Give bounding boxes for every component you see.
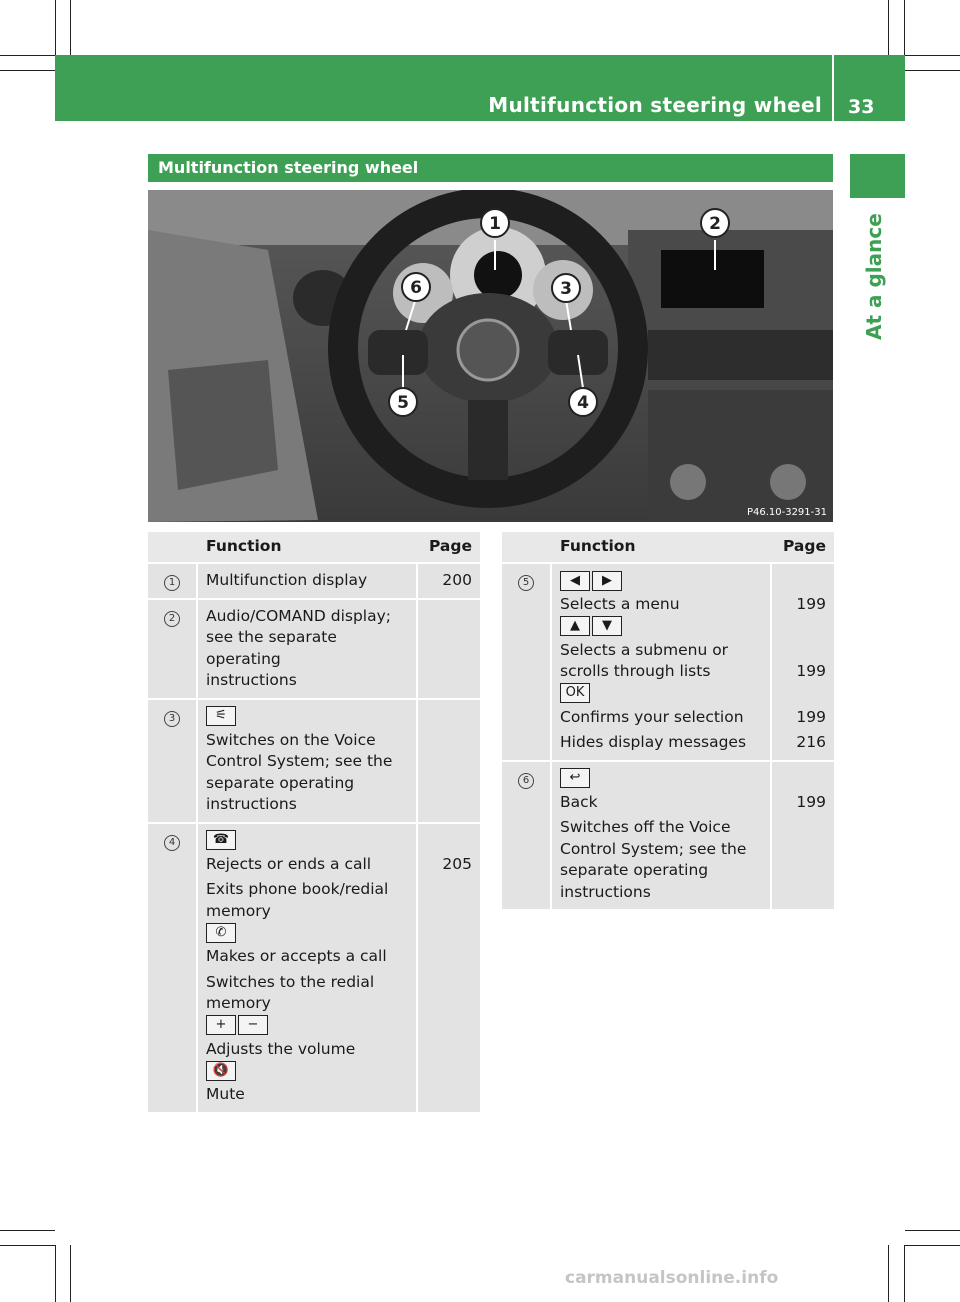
table-row xyxy=(502,760,834,910)
header-divider xyxy=(832,55,834,121)
left-arrow-icon: ◀ xyxy=(560,571,590,591)
function-text: separate operating xyxy=(560,861,709,879)
crop-mark xyxy=(55,1245,56,1302)
table-header-page: Page xyxy=(418,532,480,562)
mute-icon: 🔇 xyxy=(206,1061,236,1081)
table-row xyxy=(148,822,480,1112)
function-text: Adjusts the volume xyxy=(206,1039,356,1058)
callout-1 xyxy=(481,209,509,237)
function-text: Switches to the redial xyxy=(206,972,375,991)
crop-mark xyxy=(904,0,905,55)
function-text: Exits phone book/redial xyxy=(206,880,389,898)
item-number: 1 xyxy=(164,575,180,591)
steering-wheel-photo xyxy=(148,190,833,522)
page-ref: 199 xyxy=(796,707,826,726)
svg-text:4: 4 xyxy=(577,393,589,413)
crop-mark xyxy=(905,1245,960,1246)
crop-mark xyxy=(0,1245,55,1246)
table-header-function: Function xyxy=(552,532,772,562)
callout-6 xyxy=(402,273,430,301)
item-number: 5 xyxy=(518,575,534,591)
function-text: scrolls through lists xyxy=(560,662,711,680)
header-title: Multifunction steering wheel xyxy=(488,93,822,117)
function-text: Hides display messages xyxy=(560,733,747,751)
page-ref: 200 xyxy=(442,571,472,589)
table-header-page: Page xyxy=(772,532,834,562)
page-number: 33 xyxy=(848,96,875,118)
svg-text:5: 5 xyxy=(397,393,409,413)
crop-mark xyxy=(0,55,55,56)
table-row xyxy=(502,562,834,760)
crop-mark xyxy=(55,0,56,55)
function-text: Back xyxy=(560,792,598,811)
function-text: memory xyxy=(206,994,271,1012)
function-text: Switches off the Voice xyxy=(560,818,731,836)
section-title: Multifunction steering wheel xyxy=(158,158,419,177)
table-header-num xyxy=(148,532,198,562)
function-text: Confirms your selection xyxy=(560,707,744,726)
voice-control-icon: ⚟ xyxy=(206,706,236,726)
item-number: 4 xyxy=(164,835,180,851)
crop-mark xyxy=(0,1230,55,1231)
watermark: carmanualsonline.info xyxy=(565,1268,779,1288)
image-code: P46.10-3291-31 xyxy=(746,507,827,518)
crop-mark xyxy=(888,0,889,55)
page-ref: 199 xyxy=(796,792,826,811)
phone-accept-icon: ✆ xyxy=(206,923,236,943)
function-text: Switches on the Voice xyxy=(206,730,376,749)
function-text: Selects a menu xyxy=(560,595,680,613)
crop-mark xyxy=(70,1245,71,1302)
function-table-left xyxy=(148,532,480,1112)
crop-mark xyxy=(905,1230,960,1231)
svg-text:1: 1 xyxy=(489,214,501,234)
function-text: Makes or accepts a call xyxy=(206,947,387,965)
item-number: 3 xyxy=(164,711,180,727)
back-icon: ↩ xyxy=(560,768,590,788)
up-arrow-icon: ▲ xyxy=(560,616,590,636)
crop-mark xyxy=(905,70,960,71)
callout-5 xyxy=(389,388,417,416)
function-text: Multifunction display xyxy=(206,571,368,589)
table-row xyxy=(148,562,480,598)
function-text: memory xyxy=(206,901,271,920)
function-text: separate operating xyxy=(206,773,355,792)
function-text: Control System; see the xyxy=(206,752,393,770)
function-text: instructions xyxy=(560,882,651,901)
volume-minus-icon: − xyxy=(238,1015,268,1035)
function-text: Mute xyxy=(206,1085,245,1103)
ok-key: OK xyxy=(560,683,590,703)
function-text: Selects a submenu or xyxy=(560,640,729,659)
function-text: see the separate operating xyxy=(206,628,337,668)
svg-text:6: 6 xyxy=(410,278,422,298)
callout-4 xyxy=(569,388,597,416)
crop-mark xyxy=(904,1245,905,1302)
page-ref: 199 xyxy=(796,595,826,613)
page-ref: 199 xyxy=(796,662,826,680)
function-text: Audio/COMAND display; xyxy=(206,606,391,625)
crop-mark xyxy=(905,55,960,56)
function-text: instructions xyxy=(206,795,297,813)
page-ref: 205 xyxy=(442,854,472,873)
callout-2 xyxy=(701,209,729,237)
table-row xyxy=(148,598,480,698)
item-number: 2 xyxy=(164,611,180,627)
function-text: instructions xyxy=(206,671,297,689)
crop-mark xyxy=(0,70,55,71)
table-header-function: Function xyxy=(198,532,418,562)
table-header-num xyxy=(502,532,552,562)
volume-plus-icon: + xyxy=(206,1015,236,1035)
page-ref: 216 xyxy=(796,733,826,751)
svg-text:2: 2 xyxy=(709,214,721,234)
crop-mark xyxy=(70,0,71,55)
right-arrow-icon: ▶ xyxy=(592,571,622,591)
down-arrow-icon: ▼ xyxy=(592,616,622,636)
side-tab-label: At a glance xyxy=(862,213,886,340)
svg-text:3: 3 xyxy=(560,279,572,299)
function-table-right xyxy=(502,532,834,909)
crop-mark xyxy=(888,1245,889,1302)
function-text: Rejects or ends a call xyxy=(206,854,372,873)
callout-3 xyxy=(552,274,580,302)
side-tab-marker xyxy=(850,154,905,198)
function-text: Control System; see the xyxy=(560,839,747,858)
table-row xyxy=(148,698,480,822)
item-number: 6 xyxy=(518,773,534,789)
phone-end-icon: ☎ xyxy=(206,830,236,850)
